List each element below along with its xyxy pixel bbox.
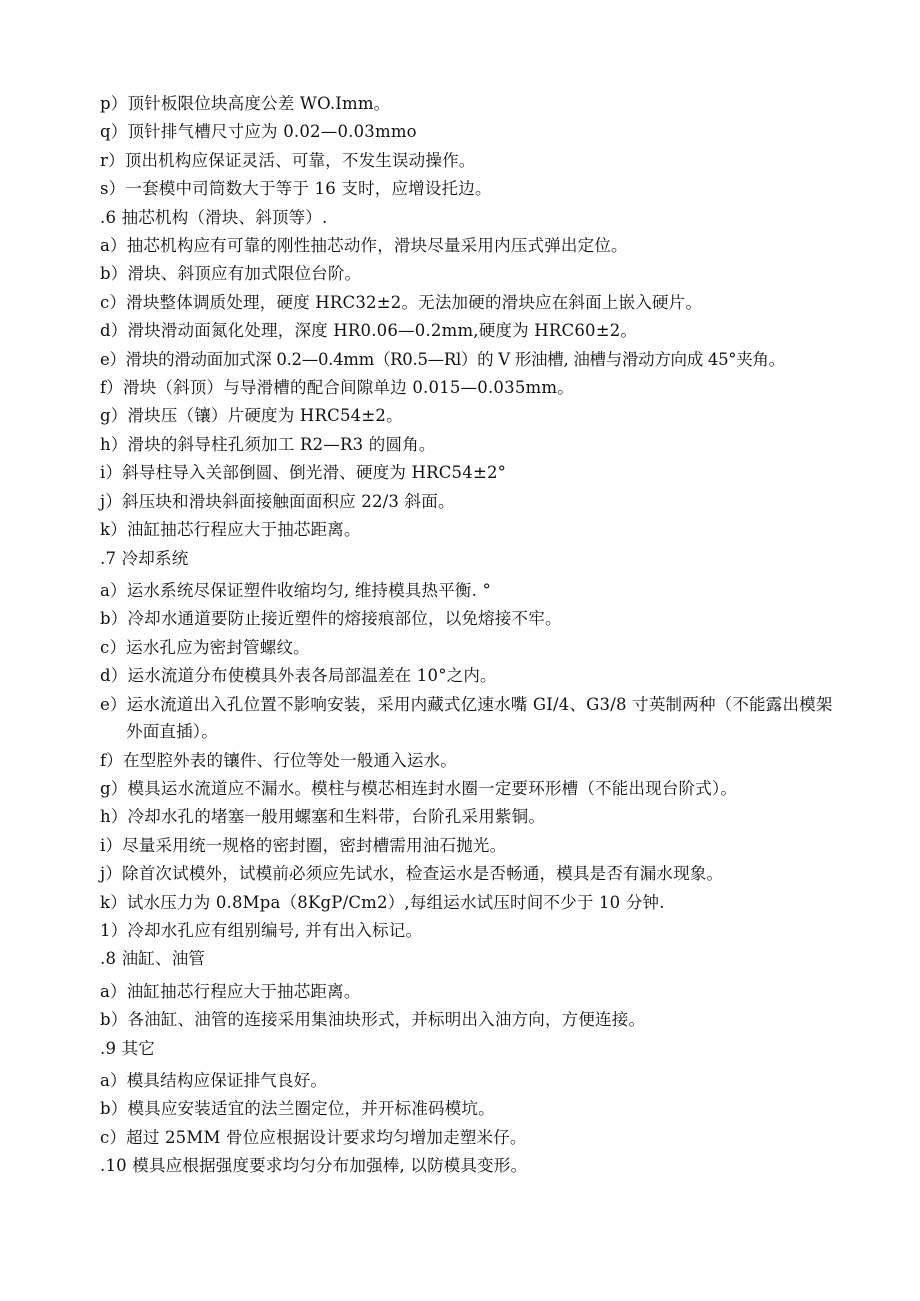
list-item: c）运水孔应为密封管螺纹。: [100, 637, 310, 657]
list-item: i）斜导柱导入关部倒圆、倒光滑、硬度为 HRC54±2°: [100, 463, 507, 483]
list-item: f）在型腔外表的镶件、行位等处一般通入运水。: [100, 750, 458, 770]
list-item: 1）冷却水孔应有组别编号, 并有出入标记。: [100, 920, 423, 940]
list-item: e）运水流道出入孔位置不影响安装，采用内藏式亿速水嘴 GI/4、G3/8 寸英制两种（不能露出模架外面直插）。: [100, 694, 833, 741]
list-item: c）滑块整体调质处理，硬度 HRC32±2。无法加硬的滑块应在斜面上嵌入硬片。: [100, 292, 703, 312]
list-item: b）各油缸、油管的连接采用集油块形式，并标明出入油方向，方便连接。: [100, 1010, 646, 1030]
list-item: a）油缸抽芯行程应大于抽芯距离。: [100, 981, 361, 1001]
list-item: b）滑块、斜顶应有加式限位台阶。: [100, 264, 362, 284]
list-item: h）滑块的斜导柱孔须加工 R2—R3 的圆角。: [100, 434, 436, 454]
list-item: e）滑块的滑动面加式深 0.2—0.4mm（R0.5—Rl）的 V 形油槽, 油槽与滑动方向成 45°夹角。: [100, 349, 785, 369]
list-item: k）试水压力为 0.8Mpa（8KgP/Cm2）,每组运水试压时间不少于 10 分钟.: [100, 892, 665, 912]
list-item: a）抽芯机构应有可靠的刚性抽芯动作，滑块尽量采用内压式弹出定位。: [100, 236, 628, 256]
section-heading: .6 抽芯机构（滑块、斜顶等）.: [100, 207, 328, 227]
section-heading: .10 模具应根据强度要求均匀分布加强棒, 以防模具变形。: [100, 1156, 528, 1176]
list-item: i）尽量采用统一规格的密封圈，密封槽需用油石抛光。: [100, 835, 507, 855]
list-item: a）运水系统尽保证塑件收缩均匀, 维持模具热平衡. °: [100, 580, 491, 600]
list-item: j）斜压块和滑块斜面接触面面积应 22/3 斜面。: [100, 491, 455, 511]
list-item: q）顶针排气槽尺寸应为 0.02—0.03mmo: [100, 122, 417, 142]
list-item: g）滑块压（镶）片硬度为 HRC54±2。: [100, 406, 403, 426]
list-item: b）模具应安装适宜的法兰圈定位，并开标准码模坑。: [100, 1099, 495, 1119]
list-item: c）超过 25MM 骨位应根据设计要求均匀增加走塑米仔。: [100, 1127, 527, 1147]
section-heading: .9 其它: [100, 1038, 155, 1058]
list-item: d）滑块滑动面氮化处理，深度 HR0.06—0.2mm,硬度为 HRC60±2。: [100, 321, 638, 341]
list-item: d）运水流道分布使模具外表各局部温差在 10°之内。: [100, 666, 497, 686]
document-body: [100, 90, 840, 1181]
section-heading: .7 冷却系统: [100, 548, 189, 568]
list-item: k）油缸抽芯行程应大于抽芯距离。: [100, 520, 361, 540]
list-item: s）一套模中司筒数大于等于 16 支时，应增设托边。: [100, 179, 492, 199]
list-item: j）除首次试模外，试模前必须应先试水，检查运水是否畅通，模具是否有漏水现象。: [100, 864, 724, 884]
list-item: a）模具结构应保证排气良好。: [100, 1071, 328, 1090]
section-heading: .8 油缸、油管: [100, 949, 206, 969]
list-item: b）冷却水通道要防止接近塑件的熔接痕部位，以免熔接不牢。: [100, 609, 562, 629]
list-item: g）模具运水流道应不漏水。模柱与模芯相连封水圈一定要环形槽（不能出现台阶式）。: [100, 778, 738, 798]
list-item: h）冷却水孔的堵塞一般用螺塞和生料带，台阶孔采用紫铜。: [100, 807, 546, 827]
list-item: r）顶出机构应保证灵活、可靠，不发生误动操作。: [100, 150, 476, 170]
list-item: p）顶针板限位块高度公差 WO.Imm。: [100, 94, 391, 113]
list-item: f）滑块（斜顶）与导滑槽的配合间隙单边 0.015—0.035mm。: [100, 378, 574, 398]
